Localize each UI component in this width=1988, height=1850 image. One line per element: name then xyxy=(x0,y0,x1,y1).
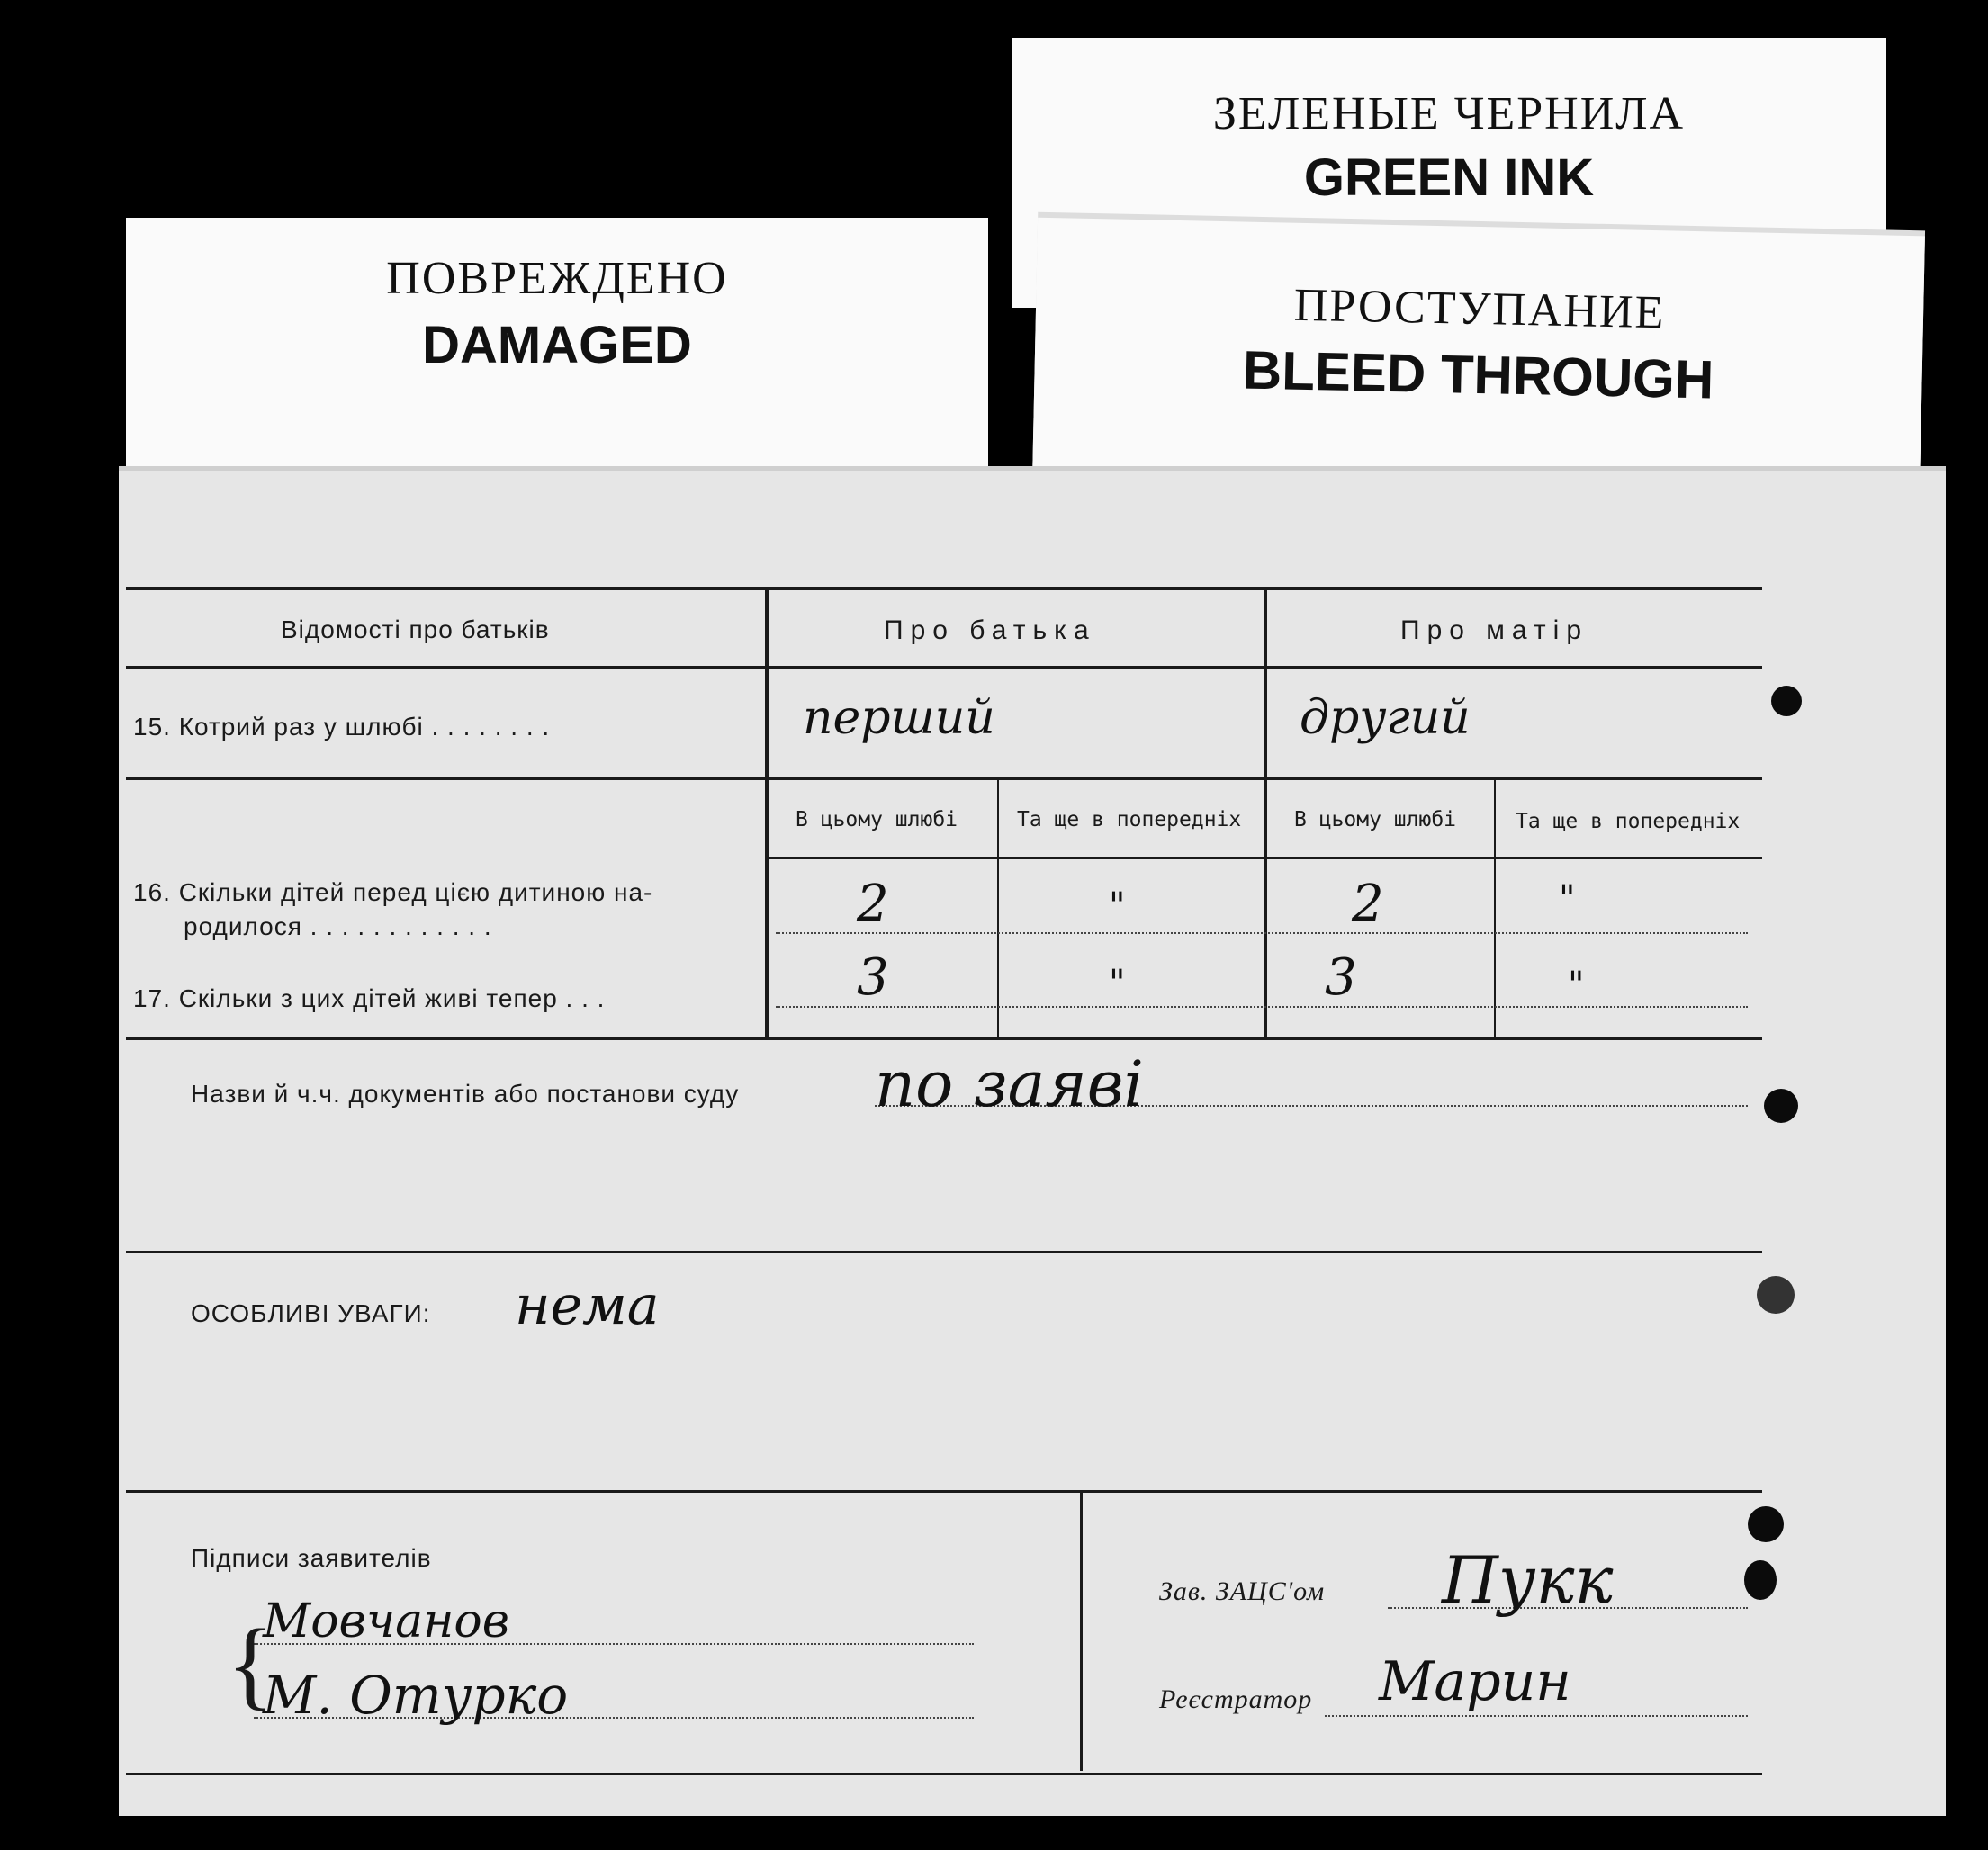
row16-mother-this: 2 xyxy=(1352,875,1384,933)
subheader-mother-this-marriage: В цьому шлюбі xyxy=(1294,808,1457,831)
row16-father-this: 2 xyxy=(857,875,889,933)
punch-hole-4 xyxy=(1748,1506,1784,1542)
row16-mother-prev: " xyxy=(1559,878,1576,920)
row15-father-value: перший xyxy=(803,691,995,745)
row17-father-prev: " xyxy=(1109,963,1126,1004)
signature-divider xyxy=(1080,1492,1083,1771)
row15-mother-value: другий xyxy=(1300,691,1471,745)
green-ink-label-ru: ЗЕЛЕНЫЕ ЧЕРНИЛА xyxy=(1212,88,1686,139)
documents-bottom-rule xyxy=(126,1251,1762,1253)
damaged-label-ru: ПОВРЕЖДЕНО xyxy=(386,253,728,304)
col-divider-1 xyxy=(765,587,769,1038)
row15-bottom-rule xyxy=(126,777,1762,780)
damaged-label-en: DAMAGED xyxy=(422,316,692,374)
header-about-father: Про батька xyxy=(884,615,1096,645)
registrar-signature: Марин xyxy=(1379,1650,1571,1713)
table-top-rule xyxy=(126,587,1762,590)
remarks-bottom-rule xyxy=(126,1490,1762,1493)
documents-label: Назви й ч.ч. документів або постанови суду xyxy=(191,1080,740,1108)
registry-form-sheet xyxy=(119,466,1946,1816)
subheader-father-this-marriage: В цьому шлюбі xyxy=(796,808,958,831)
bleed-through-label-en: BLEED THROUGH xyxy=(1242,339,1714,410)
registrar-dotted-rule xyxy=(1325,1715,1748,1717)
header-parents-info: Відомості про батьків xyxy=(281,615,550,643)
punch-hole-3 xyxy=(1757,1276,1795,1314)
punch-hole-2 xyxy=(1764,1089,1798,1123)
bleed-through-label-card xyxy=(1032,218,1925,498)
applicant2-signature: М. Отурко xyxy=(263,1665,569,1726)
row16-label-line2: родилося . . . . . . . . . . . . xyxy=(184,912,492,940)
registrar-label: Реєстратор xyxy=(1159,1684,1313,1714)
header-about-mother: Про матір xyxy=(1400,615,1589,645)
subheader-mother-previous: Та ще в попередніх xyxy=(1516,810,1741,833)
row17-mother-this: 3 xyxy=(1325,948,1357,1007)
col-divider-m-sub xyxy=(1494,779,1496,1038)
head-of-registry-label: Зав. ЗАЦС'ом xyxy=(1159,1576,1326,1606)
col-divider-2 xyxy=(1264,587,1267,1038)
green-ink-label-en: GREEN INK xyxy=(1303,148,1595,207)
punch-hole-1 xyxy=(1771,686,1802,716)
row16-label-line1: 16. Скільки дітей перед цією дитиною на- xyxy=(133,878,653,906)
damaged-label-card xyxy=(126,218,988,471)
subheader-father-previous: Та ще в попередніх xyxy=(1017,808,1242,831)
bleed-through-label-ru: ПРОСТУПАНИЕ xyxy=(1293,279,1666,339)
col-divider-f-sub xyxy=(997,779,999,1038)
row16-father-prev: " xyxy=(1109,885,1126,927)
row15-label: 15. Котрий раз у шлюбі . . . . . . . . xyxy=(133,713,551,741)
remarks-value: нема xyxy=(515,1274,660,1337)
row17-father-this: 3 xyxy=(857,948,889,1007)
applicants-signatures-label: Підписи заявителів xyxy=(191,1544,432,1572)
form-bottom-rule xyxy=(126,1773,1762,1775)
row16-dotted-rule xyxy=(776,932,1748,934)
head-signature: Пукк xyxy=(1442,1542,1614,1618)
remarks-label: ОСОБЛИВІ УВАГИ: xyxy=(191,1299,431,1327)
row17-mother-prev: " xyxy=(1568,965,1585,1006)
applicant1-signature: Мовчанов xyxy=(263,1594,509,1648)
punch-hole-5 xyxy=(1744,1560,1777,1600)
table-bottom-rule xyxy=(126,1037,1762,1040)
table-header-rule xyxy=(126,666,1762,669)
row17-dotted-rule xyxy=(776,1006,1748,1008)
documents-value: по заяві xyxy=(875,1047,1144,1121)
row17-label: 17. Скільки з цих дітей живі тепер . . . xyxy=(133,984,606,1012)
applicants-brace: { xyxy=(227,1609,275,1719)
